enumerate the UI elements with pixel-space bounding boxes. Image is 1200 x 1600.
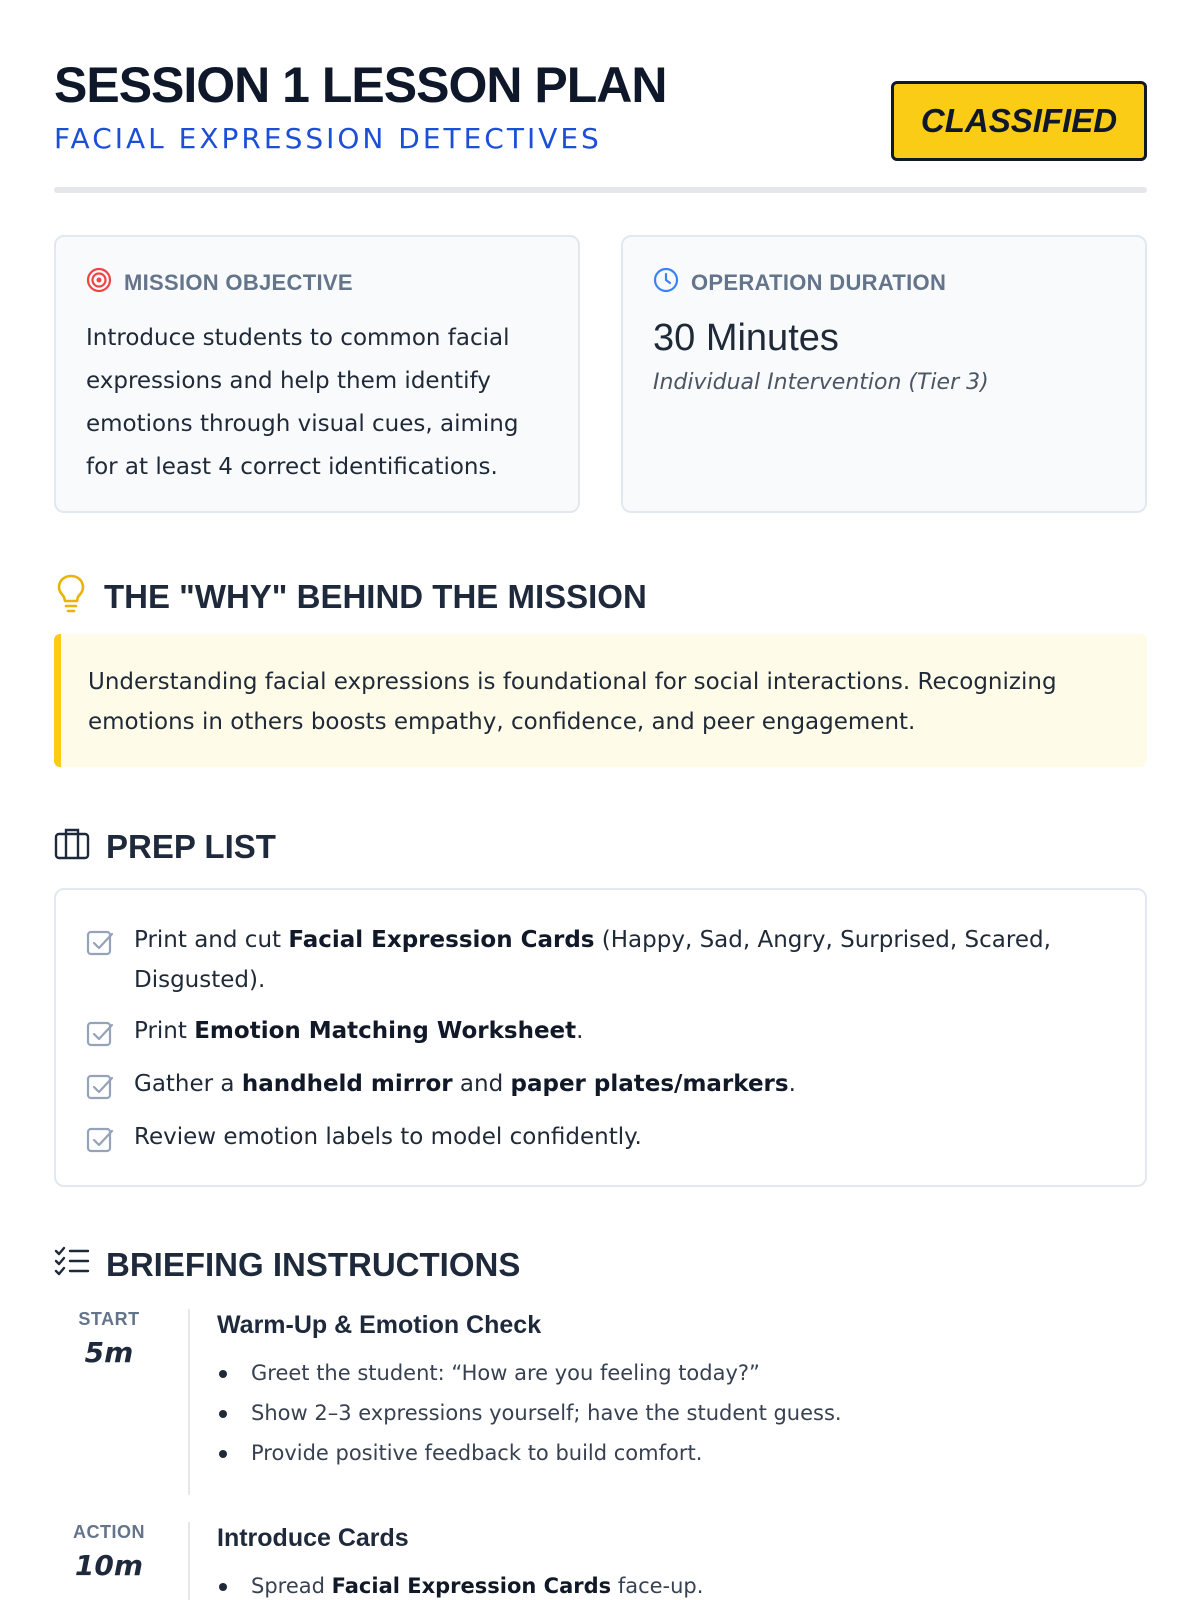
target-icon — [86, 267, 112, 299]
operation-duration-label-text: OPERATION DURATION — [691, 270, 947, 295]
step-bullets — [217, 1353, 842, 1473]
step-bullet: Show 2–3 expressions yourself; have the student guess. — [217, 1393, 842, 1433]
why-heading-text: THE "WHY" BEHIND THE MISSION — [104, 578, 647, 615]
prep-item — [86, 920, 1105, 1000]
step-bullet: Spread Facial Expression Cards face-up. — [217, 1566, 703, 1600]
why-callout: Understanding facial expressions is foundational for social interactions. Recognizing emotions in others boosts empathy, confidence, and peer engagement. — [54, 634, 1147, 767]
step-duration: 10m — [74, 1549, 144, 1582]
prep-item-text: Print Emotion Matching Worksheet. — [134, 1018, 584, 1044]
step-tag: ACTION — [73, 1522, 145, 1542]
operation-duration-label — [653, 267, 946, 299]
lesson-plan-page — [54, 0, 1147, 1600]
clock-icon — [653, 267, 679, 299]
lightbulb-icon — [54, 573, 88, 621]
prep-item — [86, 1117, 1105, 1167]
checkbox-checked-icon — [86, 1117, 114, 1167]
mission-objective-text: Introduce students to common facial expressions and help them identify emotions through visual cues, aiming for at least 4 correct identifications. — [86, 325, 519, 480]
prep-item-text: Review emotion labels to model confidently. — [134, 1124, 642, 1150]
checkbox-checked-icon — [86, 1011, 114, 1061]
header-divider — [54, 187, 1147, 193]
prep-item-text: Gather a handheld mirror and paper plates/markers. — [134, 1071, 796, 1097]
step-bullet: Provide positive feedback to build comfort. — [217, 1433, 842, 1473]
briefing-heading-text: BRIEFING INSTRUCTIONS — [106, 1246, 521, 1283]
prep-heading — [54, 826, 276, 868]
step-time — [54, 1309, 164, 1369]
briefcase-icon — [54, 826, 90, 868]
duration-value: 30 Minutes — [653, 317, 839, 359]
step-bullets — [217, 1566, 703, 1600]
page-subtitle: FACIAL EXPRESSION DETECTIVES — [54, 122, 602, 155]
checklist-icon — [54, 1245, 90, 1285]
classified-badge: CLASSIFIED — [891, 81, 1147, 161]
page-title: SESSION 1 LESSON PLAN — [54, 57, 667, 113]
prep-item — [86, 1011, 1105, 1061]
mission-objective-label-text: MISSION OBJECTIVE — [124, 270, 353, 295]
header — [54, 55, 1147, 195]
operation-duration-card — [621, 235, 1147, 513]
step-tag: START — [78, 1309, 140, 1329]
mission-objective-card — [54, 235, 580, 513]
timeline-line — [188, 1309, 190, 1495]
duration-note: Individual Intervention (Tier 3) — [653, 370, 989, 395]
step-title: Introduce Cards — [217, 1524, 409, 1552]
why-heading — [54, 573, 647, 621]
briefing-heading — [54, 1245, 520, 1285]
prep-item — [86, 1064, 1105, 1114]
step-title: Warm-Up & Emotion Check — [217, 1311, 542, 1339]
mission-objective-label — [86, 267, 353, 299]
step-time — [54, 1522, 164, 1582]
checkbox-checked-icon — [86, 1064, 114, 1114]
prep-list — [54, 888, 1147, 1187]
step-duration: 5m — [84, 1336, 134, 1369]
checkbox-checked-icon — [86, 920, 114, 970]
prep-item-text: Print and cut Facial Expression Cards (Happy, Sad, Angry, Surprised, Scared, Disgusted). — [134, 927, 1051, 993]
step-bullet: Greet the student: “How are you feeling today?” — [217, 1353, 842, 1393]
prep-heading-text: PREP LIST — [106, 828, 276, 865]
timeline-line — [188, 1522, 190, 1600]
